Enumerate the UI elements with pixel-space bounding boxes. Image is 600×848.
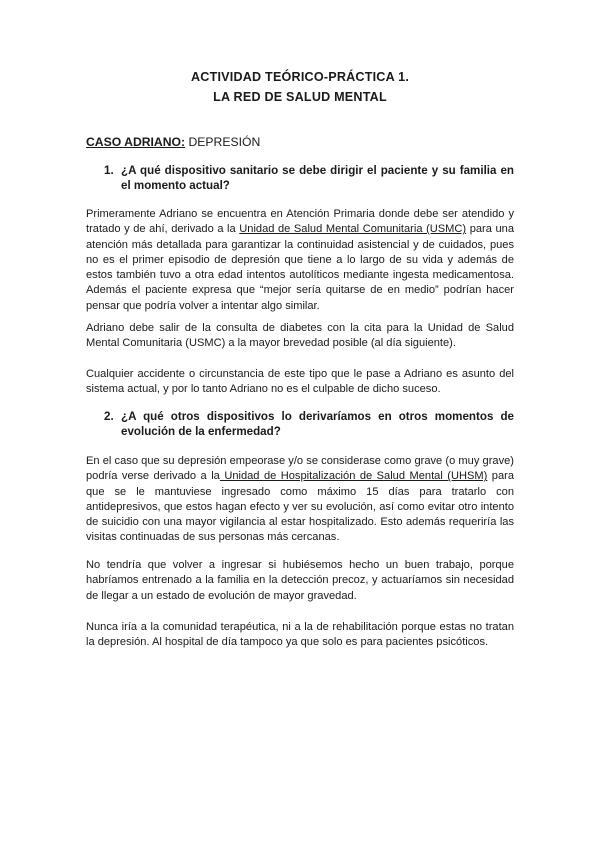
p1-text-before: Primeramente Adriano se encuentra en Atención Primaria donde debe ser atendido y tratado y de ahí, derivado a la: [86, 208, 514, 236]
answer-1-paragraph-2: Adriano debe salir de la consulta de diabetes con la cita para la Unidad de Salud Mental Comunitaria (USMC) a la mayor brevedad posible (al día siguiente).: [86, 322, 514, 350]
p1-text-after: para una atención más detallada para garantizar la continuidad asistencial y de cuidados, pues no es el primer episodio de depresión que tiene a lo largo de su vida y además de estos también tuvo a otra edad intentos autolíticos mediante ingesta medicamentosa. Además el paciente expresa que “mejor sería quitarse de en medio” podrían hacer pensar que podría volver a intentar algo similar.: [86, 223, 514, 312]
answer-2-paragraph-3: Nunca iría a la comunidad terapéutica, ni a la de rehabilitación porque estas no tratan la depresión. Al hospital de día tampoco ya que solo es para pacientes psicóticos.: [86, 621, 514, 649]
case-topic: DEPRESIÓN: [185, 135, 261, 149]
answer-2-paragraph-2: No tendría que volver a ingresar si hubiésemos hecho un buen trabajo, porque habríamos entrenado a la familia en la detección precoz, y actuaríamos sin necesidad de llegar a un estado de evolución de mayor gravedad.: [86, 559, 514, 602]
title-line-2: LA RED DE SALUD MENTAL: [213, 90, 387, 104]
p4-text-before: En el caso que su depresión empeorase y/o se considerase como grave (o muy grave) podría verse derivado a la: [86, 455, 514, 483]
uhsm-underlined-text: Unidad de Hospitalización de Salud Mental (UHSM): [219, 470, 488, 483]
case-label: CASO ADRIANO:: [86, 135, 186, 149]
answer-2-paragraph-1: [86, 454, 514, 546]
p4-text-after: para que se le mantuviese ingresado como máximo 15 días para tratarlo con antidepresivos, que estos hagan efecto y ver su evolución, así como evitar otro intento de suicidio con una mayor vigilancia al estar hospitalizado. Esto además requeriría las visitas continuadas de sus personas más cercanas.: [86, 470, 515, 544]
question-1-number: 1.: [104, 164, 114, 177]
title-line-1: ACTIVIDAD TEÓRICO-PRÁCTICA 1.: [190, 70, 410, 84]
usmc-underlined-text: Unidad de Salud Mental Comunitaria (USMC): [239, 223, 467, 236]
question-2-number: 2.: [104, 410, 114, 423]
question-1-text: ¿A qué dispositivo sanitario se debe dirigir el paciente y su familia en el momento actual?: [121, 164, 514, 192]
answer-1-paragraph-3: Cualquier accidente o circunstancia de este tipo que le pase a Adriano es asunto del sistema actual, y por lo tanto Adriano no es el culpable de dicho suceso.: [86, 368, 514, 396]
case-heading: [86, 135, 260, 149]
question-2: [86, 409, 514, 439]
question-2-text: ¿A qué otros dispositivos lo derivaríamos en otros momentos de evolución de la enfermedad?: [121, 410, 514, 438]
answer-1-paragraph-1: [86, 207, 514, 314]
question-1: [86, 163, 514, 193]
